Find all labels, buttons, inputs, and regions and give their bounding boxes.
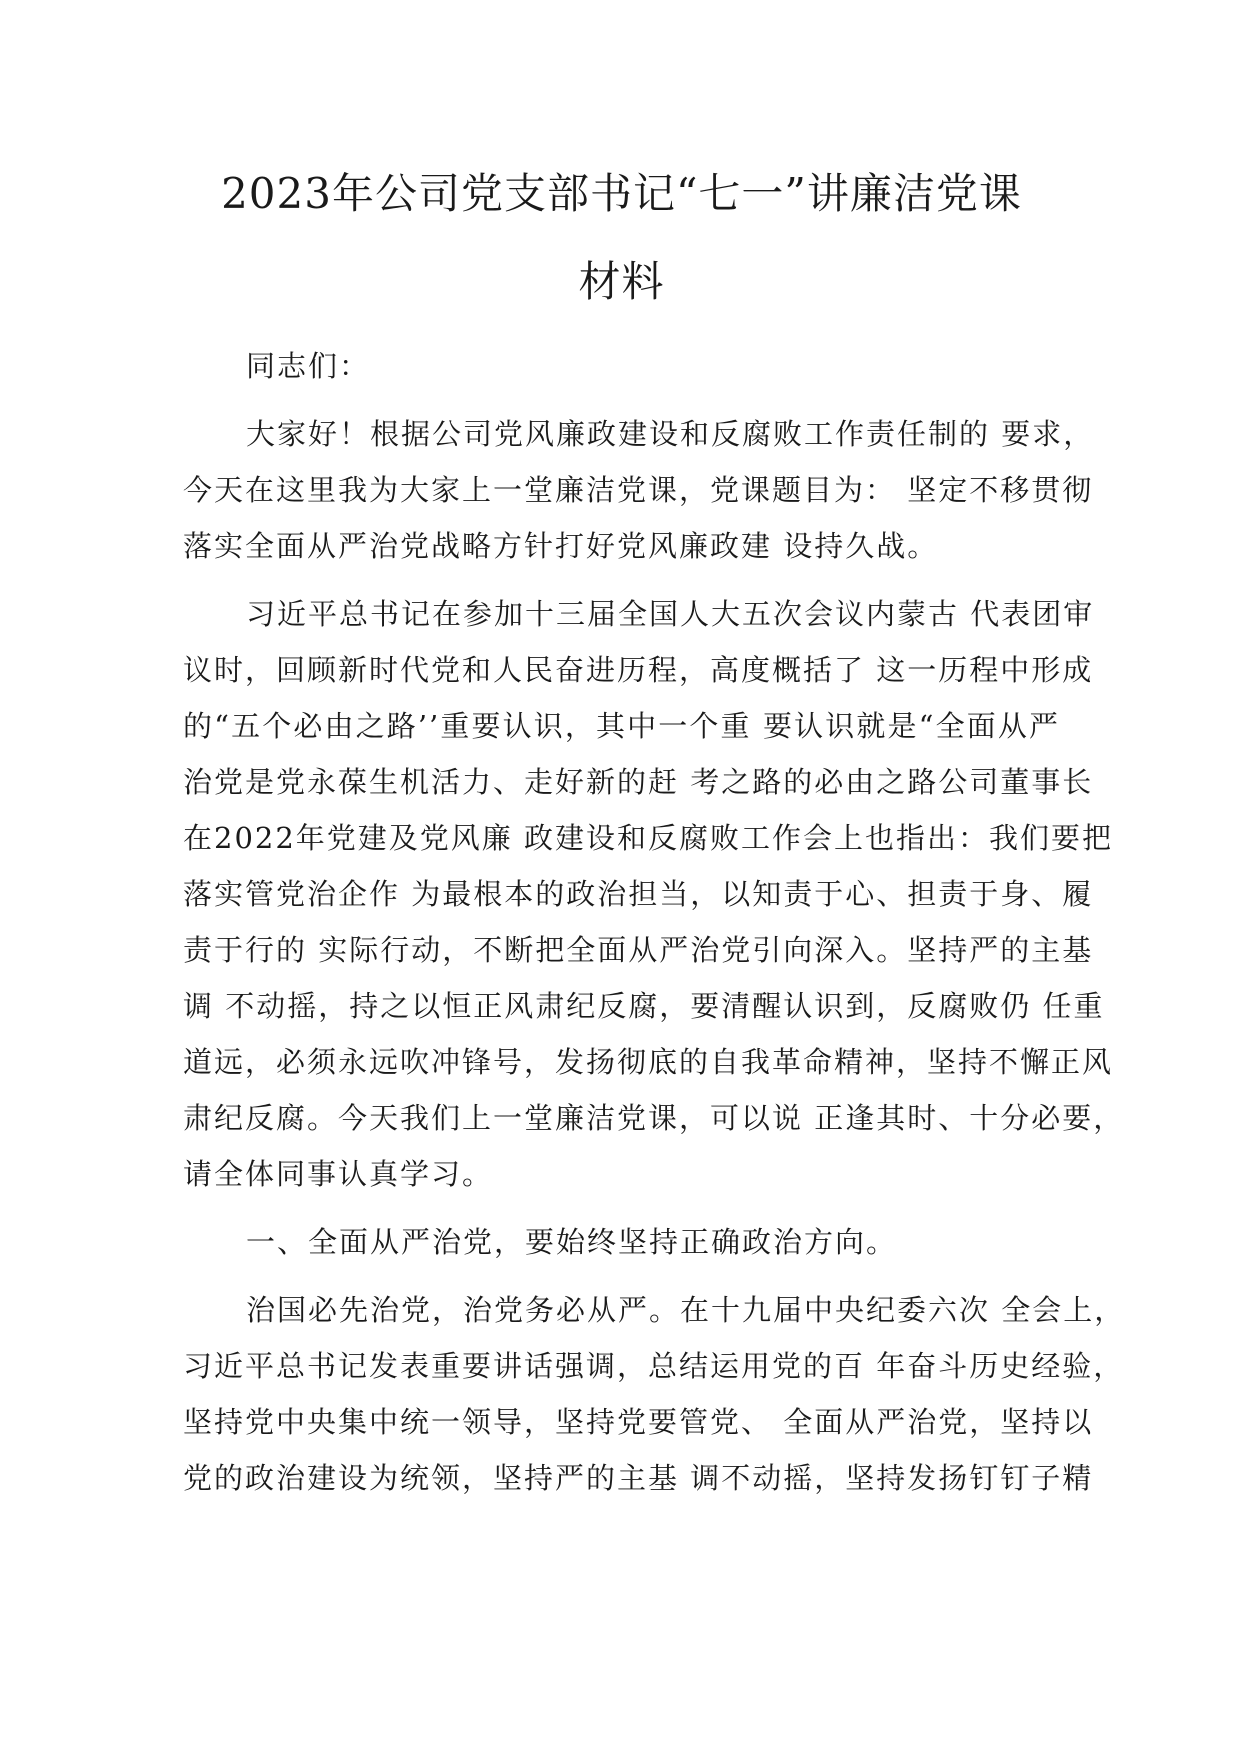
paragraph-line: 习近平总书记发表重要讲话强调，总结运用党的百 年奋斗历史经验， xyxy=(183,1349,1125,1383)
paragraph-greeting xyxy=(183,406,1095,574)
paragraph-line: 今天在这里我为大家上一堂廉洁党课，党课题目为： 坚定不移贯彻 xyxy=(183,473,1094,507)
paragraph-line: 落实管党治企作 为最根本的政治担当，以知责于心、担责于身、履 xyxy=(183,877,1094,911)
paragraph-line: 调 不动摇，持之以恒正风肃纪反腐，要清醒认识到，反腐败仍 任重 xyxy=(183,989,1105,1023)
paragraph-line: 道远，必须永远吹冲锋号，发扬彻底的自我革命精神，坚持不懈正风 xyxy=(183,1045,1114,1079)
document-title xyxy=(183,150,1060,326)
title-line-2: 材料 xyxy=(578,257,665,306)
title-line-1: 2023年公司党支部书记“七一”讲廉洁党课 xyxy=(221,169,1022,218)
paragraph-section-1 xyxy=(183,1282,1126,1506)
paragraph-line: 习近平总书记在参加十三届全国人大五次会议内蒙古 代表团审 xyxy=(246,597,1095,631)
paragraph-line: 落实全面从严治党战略方针打好党风廉政建 设持久战。 xyxy=(183,529,939,563)
paragraph-line: 肃纪反腐。今天我们上一堂廉洁党课，可以说 正逢其时、十分必要， xyxy=(183,1101,1125,1135)
paragraph-line: 党的政治建设为统领，坚持严的主基 调不动摇，坚持发扬钉钉子精 xyxy=(183,1461,1094,1495)
paragraph-line: 责于行的 实际行动，不断把全面从严治党引向深入。坚持严的主基 xyxy=(183,933,1094,967)
paragraph-line: 议时，回顾新时代党和人民奋进历程，高度概括了 这一历程中形成 xyxy=(183,653,1094,687)
paragraph-background xyxy=(183,586,1125,1202)
paragraph-line: 治党是党永葆生机活力、走好新的赶 考之路的必由之路公司董事长 xyxy=(183,765,1094,799)
paragraph-line: 请全体同事认真学习。 xyxy=(183,1157,494,1191)
paragraph-line: 的“五个必由之路’’重要认识，其中一个重 要认识就是“全面从严 xyxy=(183,709,1060,743)
salutation: 同志们： xyxy=(246,349,371,383)
document-page xyxy=(183,150,1126,1506)
paragraph-line: 坚持党中央集中统一领导，坚持党要管党、 全面从严治党，坚持以 xyxy=(183,1405,1094,1439)
section-heading-1: 一、全面从严治党，要始终坚持正确政治方向。 xyxy=(246,1225,898,1259)
paragraph-line: 治国必先治党，治党务必从严。在十九届中央纪委六次 全会上， xyxy=(246,1293,1126,1327)
paragraph-line: 大家好！根据公司党风廉政建设和反腐败工作责任制的 要求， xyxy=(246,417,1095,451)
paragraph-line: 在2022年党建及党风廉 政建设和反腐败工作会上也指出：我们要把 xyxy=(183,821,1114,855)
